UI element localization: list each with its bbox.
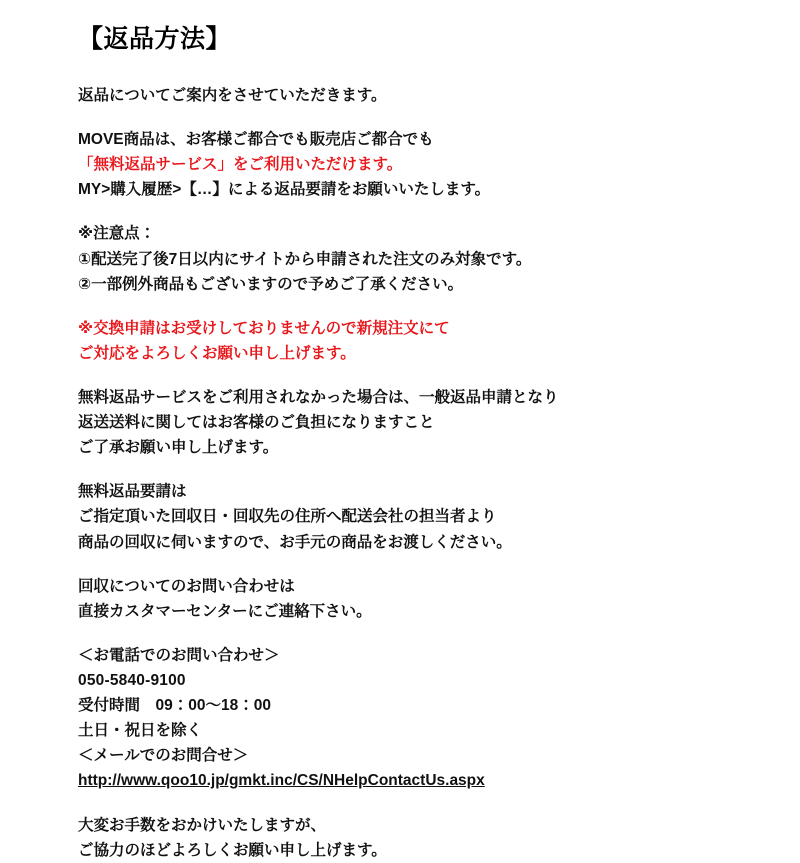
paragraph-pickup-inquiry xyxy=(78,574,740,624)
paragraph-general-return xyxy=(78,385,740,460)
note-item: ②一部例外商品もございますので予めご了承ください。 xyxy=(78,275,464,293)
paragraph-intro xyxy=(78,83,740,108)
contact-section xyxy=(78,643,740,794)
closed-days: 土日・祝日を除く xyxy=(78,722,203,740)
text-line: ご指定頂いた回収日・回収先の住所へ配送会社の担当者より xyxy=(78,508,497,526)
text-line: 返送送料に関してはお客様のご負担になりますこと xyxy=(78,414,435,432)
phone-contact-heading: ＜お電話でのお問い合わせ＞ xyxy=(78,646,280,664)
note-item: ①配送完了後7日以内にサイトから申請された注文のみ対象です。 xyxy=(78,250,532,268)
text-line: 無料返品サービスをご利用されなかった場合は、一般返品申請となり xyxy=(78,388,559,406)
text-line: MY>購入履歴>【…】による返品要請をお願いいたします。 xyxy=(78,181,491,199)
text-line-highlight: ご対応をよろしくお願い申し上げます。 xyxy=(78,344,356,362)
text-line-highlight: 「無料返品サービス」をご利用いただけます。 xyxy=(78,156,403,174)
paragraph-exchange-warning xyxy=(78,316,740,366)
text-line: 直接カスタマーセンターにご連絡下さい。 xyxy=(78,602,372,620)
text-line-highlight: ※交換申請はお受けしておりませんので新規注文にて xyxy=(78,319,450,337)
text-line: ご協力のほどよろしくお願い申し上げます。 xyxy=(78,841,387,859)
text-line: ご了承お願い申し上げます。 xyxy=(78,439,279,457)
text-line: 無料返品要請は xyxy=(78,483,187,501)
text-line: 大変お手数をおかけいたしますが、 xyxy=(78,816,327,834)
text-line: MOVE商品は、お客様ご都合でも販売店ご都合でも xyxy=(78,131,434,149)
mail-contact-link-wrap xyxy=(78,768,740,793)
text-line: 回収についてのお問い合わせは xyxy=(78,577,295,595)
page-title: 【返品方法】 xyxy=(78,25,232,53)
text-line: 商品の回収に伺いますので、お手元の商品をお渡しください。 xyxy=(78,533,512,551)
business-hours: 受付時間 09：00〜18：00 xyxy=(78,697,271,715)
phone-number: 050-5840-9100 xyxy=(78,671,186,689)
paragraph-notes xyxy=(78,221,740,296)
customer-service-link[interactable]: http://www.qoo10.jp/gmkt.inc/CS/NHelpContactUs.aspx xyxy=(78,772,485,790)
paragraph-closing xyxy=(78,813,740,863)
text-line: 返品についてご案内をさせていただきます。 xyxy=(78,87,387,104)
notes-heading: ※注意点： xyxy=(78,225,156,243)
paragraph-free-return-service xyxy=(78,127,740,202)
mail-contact-heading: ＜メールでのお問合せ＞ xyxy=(78,747,249,765)
paragraph-pickup-process xyxy=(78,479,740,554)
